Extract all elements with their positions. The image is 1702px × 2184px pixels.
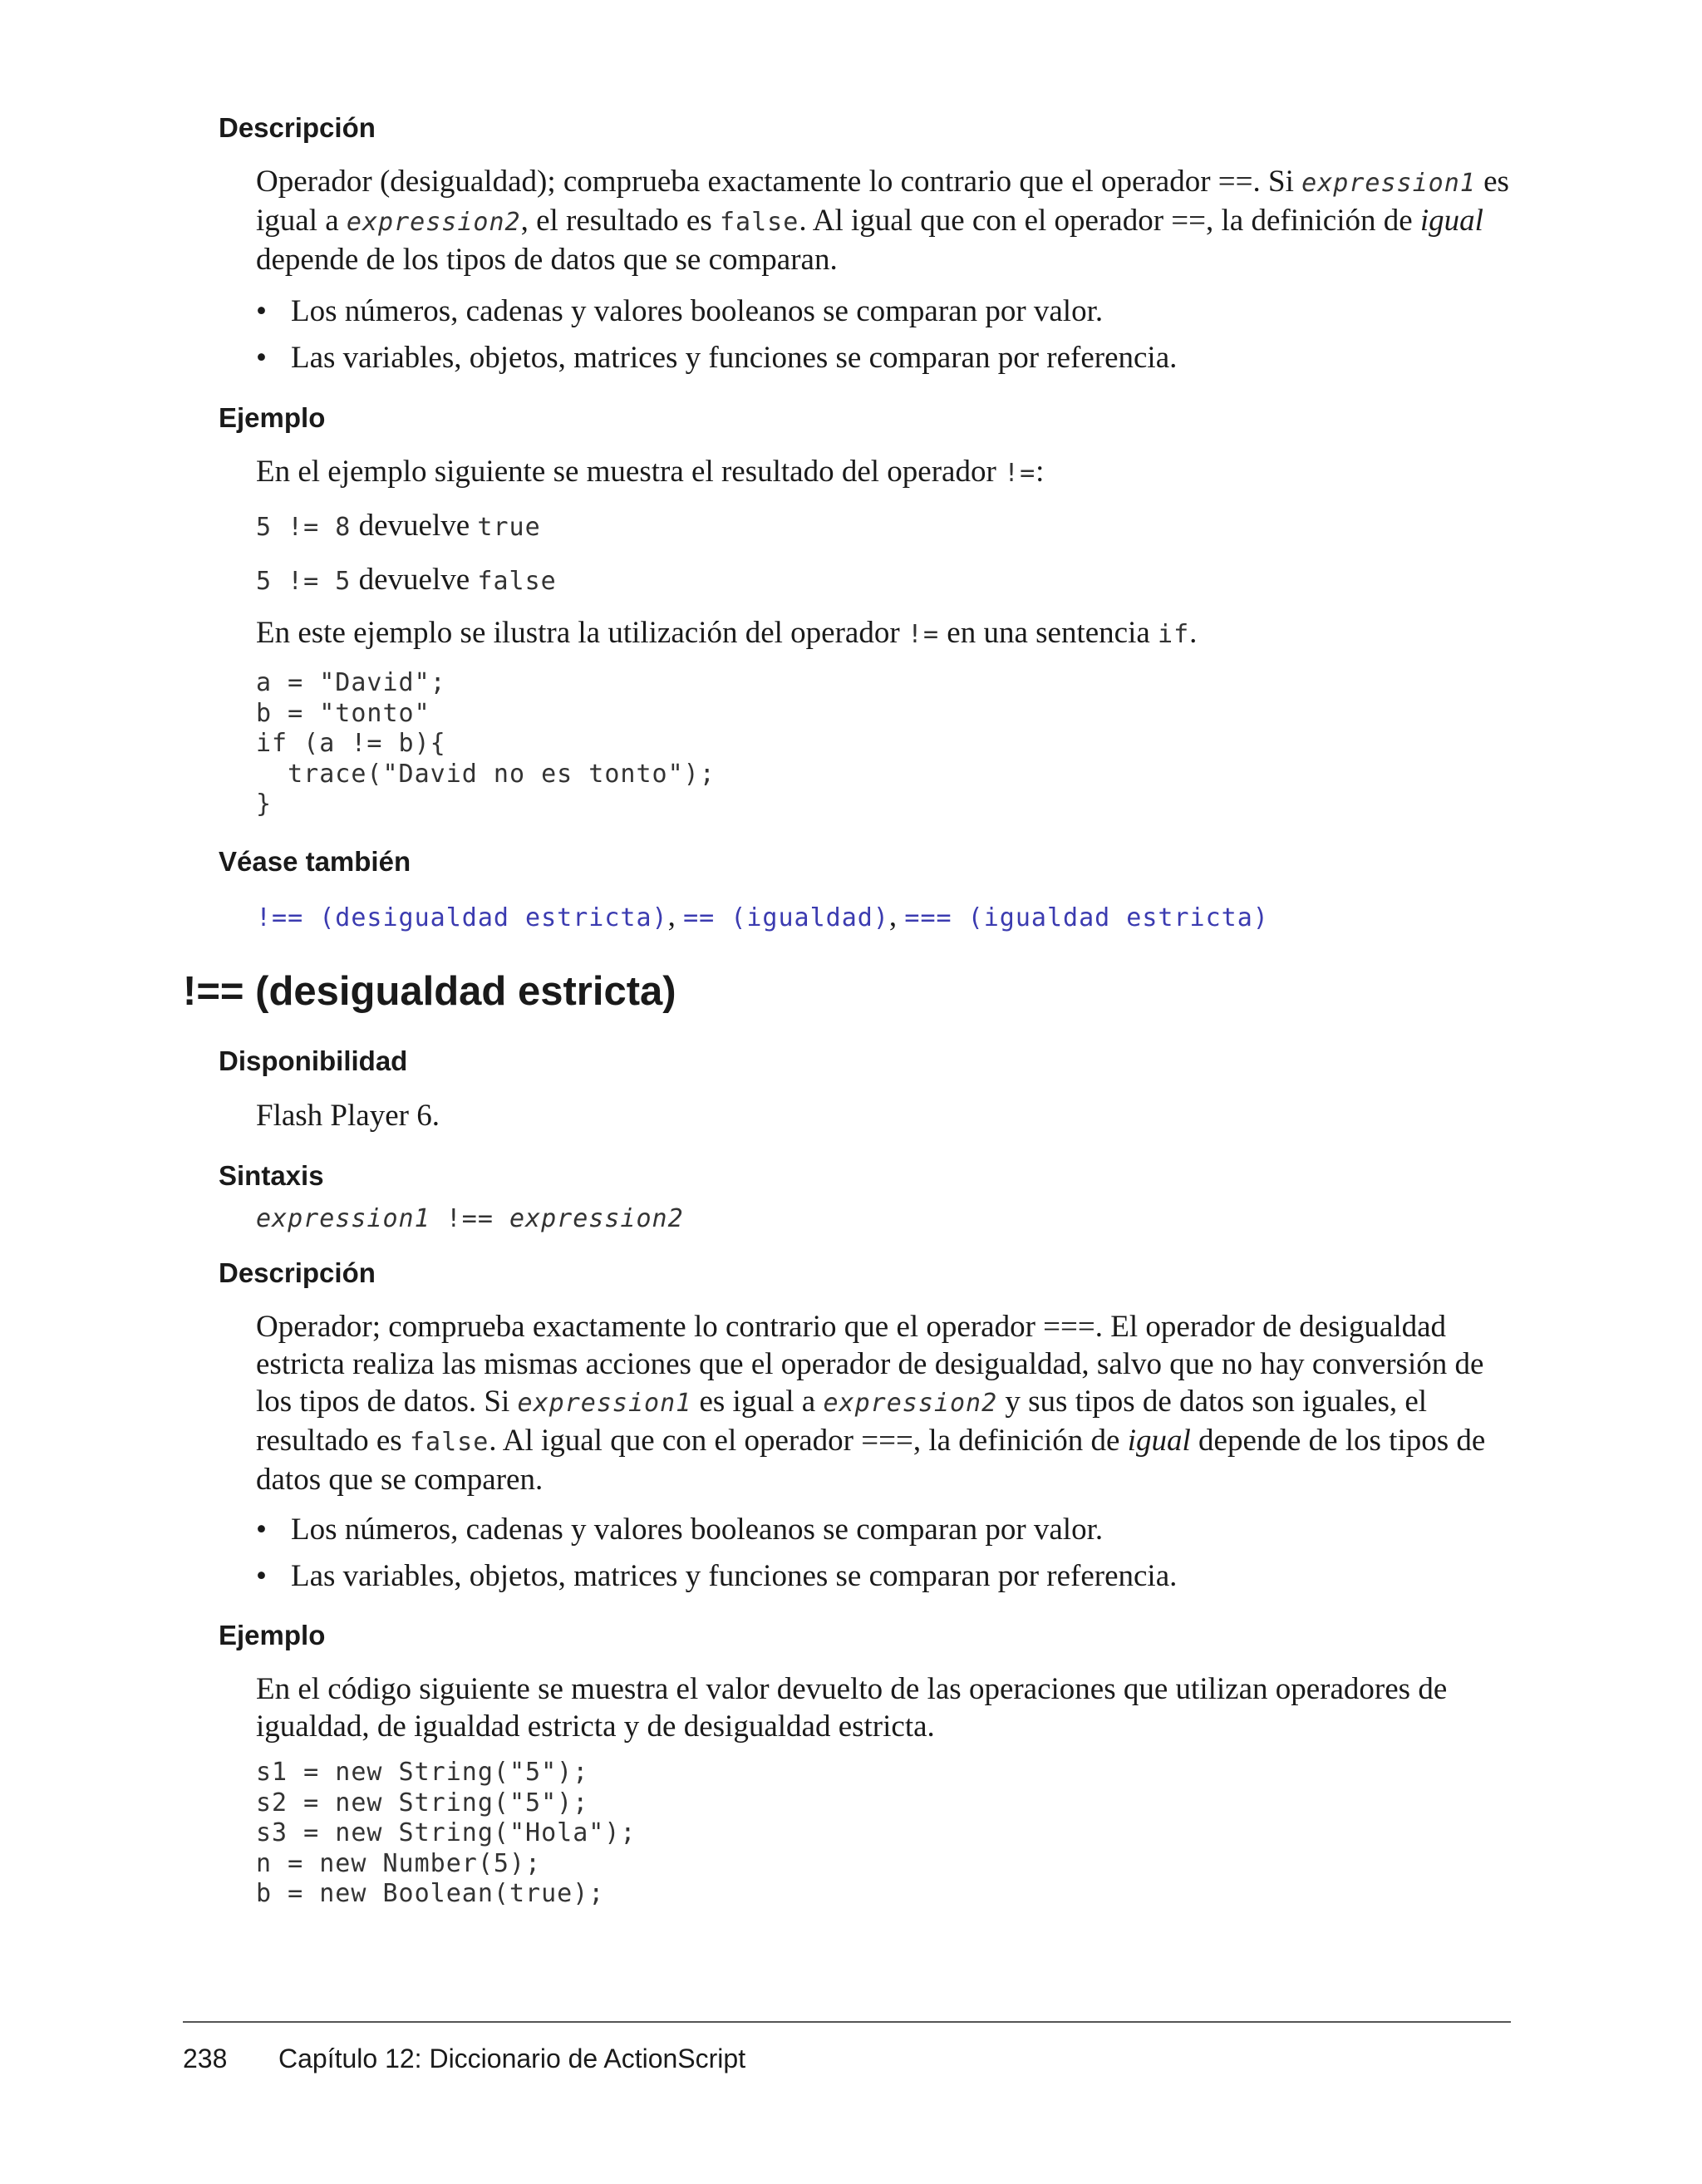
example-heading: Ejemplo xyxy=(219,1620,326,1650)
footer-rule xyxy=(183,2021,1511,2023)
description-paragraph: Operador (desigualdad); comprueba exactamente lo contrario que el operador ==. Si expression1 es igual a expression2, el resultado es false. Al igual que con el operador ==, la definición de igual depende de los tipos de datos que se comparan. xyxy=(256,165,1509,277)
example-intro-2: En este ejemplo se ilustra la utilización del operador != en una sentencia if. xyxy=(256,616,1198,650)
description-heading: Descripción xyxy=(219,1257,376,1288)
code-block: a = "David"; b = "tonto" if (a != b){ trace("David no es tonto"); } xyxy=(256,668,716,819)
example-intro: En el ejemplo siguiente se muestra el resultado del operador !=: xyxy=(256,455,1045,489)
see-also-heading: Véase también xyxy=(219,846,411,877)
example-heading: Ejemplo xyxy=(219,402,326,433)
syntax-heading: Sintaxis xyxy=(219,1160,324,1191)
link-strict-inequality[interactable]: !== (desigualdad estricta) xyxy=(256,903,668,932)
section-title: !== (desigualdad estricta) xyxy=(183,969,676,1014)
expression2-term: expression2 xyxy=(346,208,521,237)
document-page: Descripción Operador (desigualdad); comprueba exactamente lo contrario que el operador ==. Si expression1 es igual a expression2, el resultado es false. Al igual que con el operador ==, la definición de igual depende de los tipos de datos que se comparan. • Los números, cadenas y valores booleanos se comparan por valor. • Las variables, objetos, matrices y funciones se comparan por referencia. Ejemplo En el ejemplo siguiente se muestra el resultado del operador !=: 5 != 8 devuelve true 5 != 5 devuelve false En este ejemplo se ilustra la utilización del operador != en una sentencia if. a = "David"; b = "tonto" if (a != b){ trace("David no es tonto"); } Véase también !== (desigualdad estricta), == (igualdad), === (igualdad estricta) !== (desigualdad estricta) Disponibilidad Flash Player 6. Sintaxis expression1 !== expression2 Descripción Operador; comprueba exactamente lo contrario que el operador ===. El operador de desigualdad estricta realiza las mismas acciones que el operador de desigualdad, salvo que no hay conversión de los tipos de datos. Si expression1 es igual a expression2 y sus tipos de datos son iguales, el resultado es false. Al igual que con el operador ===, la definición de igual depende de los tipos de datos que se comparen. • Los números, cadenas y valores booleanos se comparan por valor. • Las variables, objetos, matrices y funciones se comparan por referencia. Ejemplo En el código siguiente se muestra el valor devuelto de las operaciones que utilizan operadores de igualdad, de igualdad estricta y de desigualdad estricta. s1 = new String("5"); s2 = new String("5"); s3 = new String("Hola"); n = new Number(5); b = new Boolean(true); 238 Capítulo 12: Diccionario de ActionScript xyxy=(0,0,1702,2184)
expression1-term: expression1 xyxy=(1301,169,1476,198)
bullet-icon: • xyxy=(256,294,267,328)
see-also-links: !== (desigualdad estricta), == (igualdad), === (igualdad estricta) xyxy=(256,899,1269,933)
link-equality[interactable]: == (igualdad) xyxy=(683,903,889,932)
page-number: 238 xyxy=(183,2044,228,2073)
bullet-icon: • xyxy=(256,1559,267,1593)
false-term: false xyxy=(720,208,799,237)
example-intro: En el código siguiente se muestra el valor devuelto de las operaciones que utilizan operadores de igualdad, de igualdad estricta y de desigualdad estricta. xyxy=(256,1672,1448,1744)
example-line: 5 != 5 devuelve false xyxy=(256,563,557,597)
availability-heading: Disponibilidad xyxy=(219,1045,408,1076)
link-strict-equality[interactable]: === (igualdad estricta) xyxy=(904,903,1269,932)
bullet-icon: • xyxy=(256,1513,267,1547)
availability-text: Flash Player 6. xyxy=(256,1099,440,1133)
bullet-icon: • xyxy=(256,341,267,375)
chapter-title: Capítulo 12: Diccionario de ActionScript xyxy=(278,2044,746,2073)
igual-term: igual xyxy=(1419,204,1483,238)
description-paragraph: Operador; comprueba exactamente lo contrario que el operador ===. El operador de desigualdad estricta realiza las mismas acciones que el operador de desigualdad, salvo que no hay conversión de los tipos de datos. Si expression1 es igual a expression2 y sus tipos de datos son iguales, el resultado es false. Al igual que con el operador ===, la definición de igual depende de los tipos de datos que se comparen. xyxy=(256,1310,1486,1497)
description-heading: Descripción xyxy=(219,112,376,143)
example-line: 5 != 8 devuelve true xyxy=(256,509,541,543)
syntax-line: expression1 !== expression2 xyxy=(256,1204,684,1233)
code-block: s1 = new String("5"); s2 = new String("5"); s3 = new String("Hola"); n = new Number(5); b = new Boolean(true); xyxy=(256,1758,637,1908)
